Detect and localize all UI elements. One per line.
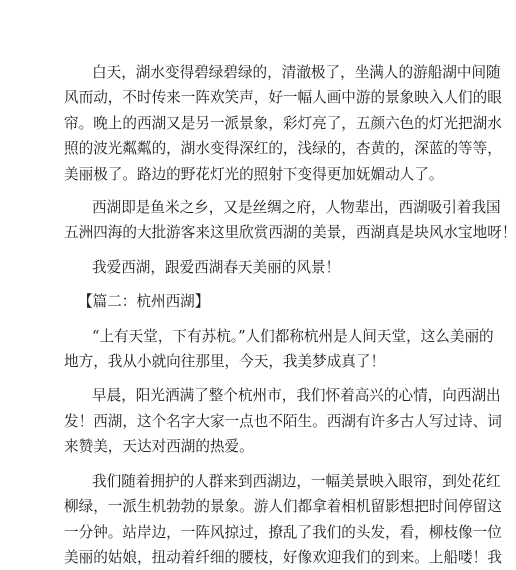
text-line: 风而动，不时传来一阵欢笑声，好一幅人画中游的景象映入人们的眼: [64, 89, 502, 107]
document-body: [64, 60, 516, 570]
text-line: 一分钟。站岸边，一阵风掠过，撩乱了我们的头发，看，柳枝像一位: [64, 523, 502, 541]
text-line: 柳绿，一派生机勃勃的景象。游人们都拿着相机留影想把时间停留这: [64, 498, 502, 516]
text-line: 发！西湖，这个名字大家一点也不陌生。西湖有许多古人写过诗、词: [64, 412, 502, 430]
text-line: 我们随着拥护的人群来到西湖边，一幅美景映入眼帘，到处花红: [92, 472, 501, 490]
paragraph-by-the-lake: [64, 469, 502, 570]
text-line: 西湖即是鱼米之乡，又是丝绸之府，人物辈出，西湖吸引着我国: [92, 199, 501, 217]
text-line: 我爱西湖，跟爱西湖春天美丽的风景！: [92, 258, 341, 276]
text-line: 来赞美，天达对西湖的热爱。: [64, 438, 254, 456]
paragraph-land-of-fish-and-rice: [64, 195, 516, 246]
text-line: 白天，湖水变得碧绿碧绿的，清澈极了，坐满人的游船湖中间随: [92, 64, 501, 81]
text-line: 五洲四海的大批游客来这里欣赏西湖的美景，西湖真是块风水宝地呀！: [64, 224, 516, 242]
text-line: 美丽极了。路边的野花灯光的照射下变得更加妩媚动人了。: [64, 165, 444, 183]
section-heading-part-two: [64, 289, 464, 314]
text-line: “上有天堂，下有苏杭。”人们都称杭州是人间天堂，这么美丽的: [92, 327, 494, 345]
text-line: 美丽的姑娘，扭动着纤细的腰枝，好像欢迎我们的到来。上船喽！我: [64, 548, 502, 566]
paragraph-morning-departure: [64, 383, 502, 459]
text-line: 帘。晚上的西湖又是另一派景象，彩灯亮了，五颜六色的灯光把湖水: [64, 114, 502, 132]
text-line: 早晨，阳光洒满了整个杭州市，我们怀着高兴的心情，向西湖出: [92, 387, 501, 405]
paragraph-heaven-above: [64, 324, 494, 375]
text-line: 地方，我从小就向往那里，今天，我美梦成真了！: [64, 353, 386, 371]
heading-line: 【篇二：杭州西湖】: [78, 293, 210, 311]
paragraph-i-love-west-lake: [64, 255, 464, 280]
paragraph-west-lake-day-night: [64, 60, 502, 187]
text-line: 照的波光粼粼的，湖水变得深红的，浅绿的，杏黄的，深蓝的等等，: [64, 140, 502, 158]
